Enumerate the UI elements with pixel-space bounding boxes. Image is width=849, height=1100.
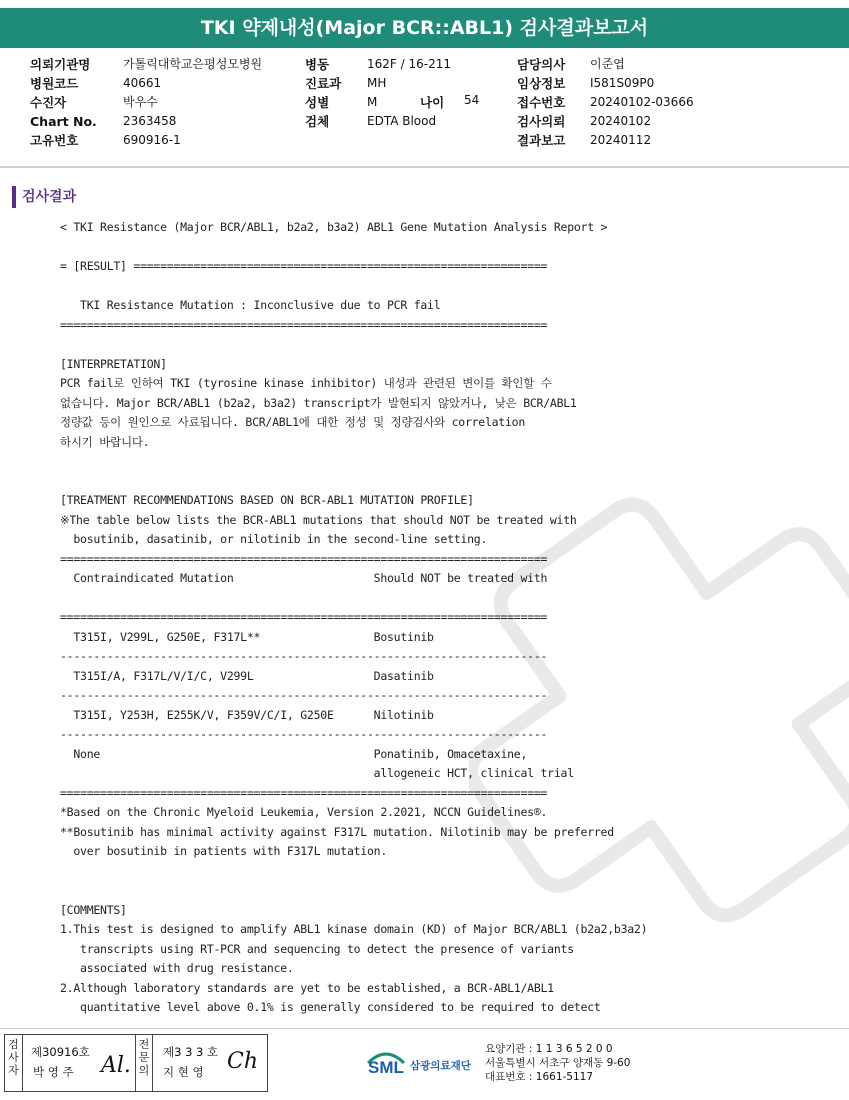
label-clinical-info: 임상정보 <box>517 76 566 91</box>
report-line: **Bosutinib has minimal activity against F317L mutation. Nilotinib may be preferred <box>60 824 614 839</box>
label-specimen: 검체 <box>305 114 330 129</box>
report-line: None Ponatinib, Omacetaxine, <box>60 746 528 761</box>
report-line: over bosutinib in patients with F317L mutation. <box>60 844 388 858</box>
header-col3-values <box>590 55 740 150</box>
report-line: ========================================================================= <box>60 551 548 566</box>
report-line: T315I, V299L, G250E, F317L** Bosutinib <box>60 629 434 644</box>
label-doctor: 담당의사 <box>517 57 566 72</box>
stamp2-label-text: 전 문 의 <box>138 1038 150 1077</box>
report-line: < TKI Resistance (Major BCR/ABL1, b2a2, b3a2) ABL1 Gene Mutation Analysis Report > <box>60 220 608 234</box>
value-ward: 162F / 16-211 <box>367 57 451 71</box>
label-sex: 성별 <box>305 95 330 110</box>
report-line: Contraindicated Mutation Should NOT be treated with <box>60 571 548 585</box>
report-title: TKI 약제내성(Major BCR::ABL1) 검사결과보고서 <box>0 8 849 48</box>
signature-box <box>4 1034 268 1092</box>
value-report-date: 20240112 <box>590 133 652 147</box>
footer-info-line2: 서울특별시 서초구 양재동 9-60 <box>485 1057 631 1069</box>
section-title: 검사결과 <box>12 186 76 208</box>
report-line: ========================================================================= <box>60 610 548 624</box>
report-line <box>60 335 700 355</box>
label-department: 진료과 <box>305 76 342 91</box>
report-line: PCR fail로 인하여 TKI (tyrosine kinase inhibitor) 내성과 관련된 변이를 확인할 수 <box>60 376 552 390</box>
value-patient: 박우수 <box>123 95 158 109</box>
svg-text:SML: SML <box>368 1058 404 1077</box>
report-line: 없습니다. Major BCR/ABL1 (b2a2, b3a2) transcript가 발현되지 않았거나, 낮은 BCR/ABL1 <box>60 395 577 410</box>
label-patient: 수진자 <box>30 95 67 110</box>
report-line: TKI Resistance Mutation : Inconclusive due to PCR fail <box>60 298 441 312</box>
report-line <box>60 472 700 492</box>
value-receipt-no: 20240102-03666 <box>590 95 694 109</box>
label-age: 나이 <box>420 95 445 110</box>
report-line: allogeneic HCT, clinical trial <box>60 766 574 780</box>
stamp1-label <box>5 1035 23 1091</box>
label-ward: 병동 <box>305 57 330 72</box>
report-body <box>60 218 700 1018</box>
header-col1-values <box>123 55 293 150</box>
stamp2-label <box>135 1035 153 1091</box>
value-doctor: 이준엽 <box>590 57 625 71</box>
value-age: 54 <box>464 93 480 107</box>
report-line: 2.Although laboratory standards are yet to be established, a BCR-ABL1/ABL1 <box>60 980 554 995</box>
label-chart-no: Chart No. <box>30 114 97 129</box>
value-sex: M <box>367 95 378 109</box>
report-line <box>60 862 700 882</box>
report-line: 정량값 등이 원인으로 사료됩니다. BCR/ABL1에 대한 정성 및 정량검사와 correlation <box>60 415 526 429</box>
report-line: T315I, Y253H, E255K/V, F359V/C/I, G250E Nilotinib <box>60 707 434 722</box>
report-line <box>60 452 700 472</box>
report-line: = [RESULT] ============================================================== <box>60 259 548 273</box>
label-report-date: 결과보고 <box>517 133 566 148</box>
report-line <box>60 277 700 297</box>
header-col3-labels <box>517 55 587 150</box>
sml-logo-icon <box>366 1043 481 1079</box>
label-unique-no: 고유번호 <box>30 133 79 148</box>
label-hospital-code: 병원코드 <box>30 76 79 91</box>
report-line: associated with drug resistance. <box>60 961 294 975</box>
report-line: 하시기 바랍니다. <box>60 434 150 449</box>
report-line: ------------------------------------------------------------------------- <box>60 649 548 663</box>
report-line: bosutinib, dasatinib, or nilotinib in the second-line setting. <box>60 532 488 546</box>
report-line: ========================================================================= <box>60 785 548 800</box>
report-line <box>60 238 700 258</box>
footer-info-line1: 요양기관 : 1 1 3 6 5 2 0 0 <box>485 1043 613 1055</box>
header-col1-labels <box>30 55 120 150</box>
value-unique-no: 690916-1 <box>123 133 181 147</box>
stamp2-signature: Ch <box>227 1049 259 1074</box>
report-line: [INTERPRETATION] <box>60 356 167 371</box>
sml-logo <box>366 1043 481 1083</box>
label-request-date: 검사의뢰 <box>517 114 566 129</box>
report-line: quantitative level above 0.1% is generally considered to be required to detect <box>60 1000 601 1014</box>
value-request-date: 20240102 <box>590 114 652 128</box>
value-department: MH <box>367 76 387 90</box>
report-line <box>60 589 700 609</box>
stamp1-label-text: 검 사 자 <box>8 1038 19 1077</box>
report-line: [TREATMENT RECOMMENDATIONS BASED ON BCR-ABL1 MUTATION PROFILE] <box>60 493 474 507</box>
stamp1-license: 제30916호 <box>31 1045 90 1059</box>
value-institution: 가톨릭대학교은평성모병원 <box>123 57 263 71</box>
report-line: T315I/A, F317L/V/I/C, V299L Dasatinib <box>60 668 434 683</box>
stamp2-license: 제3 3 3 호 <box>163 1045 219 1059</box>
report-line <box>60 881 700 901</box>
report-line: [COMMENTS] <box>60 902 127 917</box>
report-line: *Based on the Chronic Myeloid Leukemia, Version 2.2021, NCCN Guidelines®. <box>60 805 548 819</box>
value-clinical-info: I581S09P0 <box>590 76 655 90</box>
header-col2-labels <box>305 55 365 131</box>
svg-text:삼광의료재단: 삼광의료재단 <box>410 1060 471 1072</box>
label-receipt-no: 접수번호 <box>517 95 566 110</box>
footer-info <box>485 1042 630 1084</box>
value-chart-no: 2363458 <box>123 114 177 128</box>
report-line: ※The table below lists the BCR-ABL1 mutations that should NOT be treated with <box>60 512 577 527</box>
stamp1-name: 박 영 주 <box>33 1065 74 1079</box>
footer-info-line3: 대표번호 : 1661-5117 <box>485 1071 594 1083</box>
report-line: 1.This test is designed to amplify ABL1 kinase domain (KD) of Major BCR/ABL1 (b2a2,b3a2) <box>60 922 648 936</box>
report-line: ------------------------------------------------------------------------- <box>60 688 548 702</box>
report-line: transcripts using RT-PCR and sequencing to detect the presence of variants <box>60 941 574 956</box>
value-specimen: EDTA Blood <box>367 114 437 128</box>
report-line: ------------------------------------------------------------------------- <box>60 727 548 741</box>
stamp1-signature: Al. <box>101 1053 131 1078</box>
report-line: ========================================================================= <box>60 317 548 332</box>
value-hospital-code: 40661 <box>123 76 162 90</box>
label-institution: 의뢰기관명 <box>30 57 91 72</box>
stamp2-name: 지 현 영 <box>163 1065 204 1079</box>
